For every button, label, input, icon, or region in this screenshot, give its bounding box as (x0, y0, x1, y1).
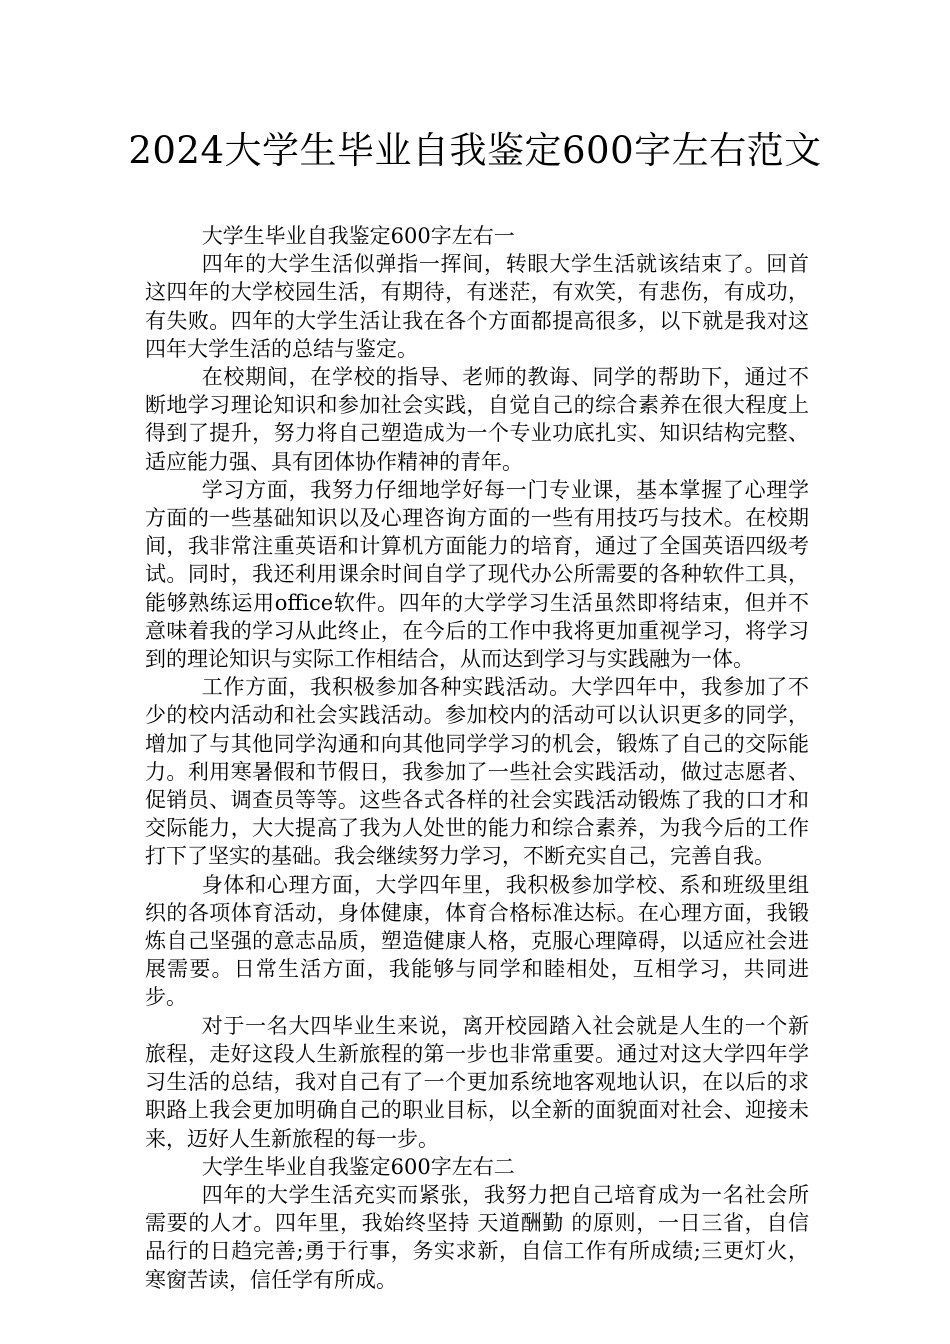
paragraph: 对于一名大四毕业生来说，离开校园踏入社会就是人生的一个新旅程，走好这段人生新旅程的第一步也非常重要。通过对这大学四年学习生活的总结，我对自己有了一个更加系统地客观地认识，在以后的求职路上我会更加明确自己的职业目标，以全新的面貌面对社会、迎接未来，迈好人生新旅程的每一步。 (145, 1013, 809, 1151)
paragraph: 学习方面，我努力仔细地学好每一门专业课，基本掌握了心理学方面的一些基础知识以及心理咨询方面的一些有用技巧与技术。在校期间，我非常注重英语和计算机方面能力的培育，通过了全国英语四级考试。同时，我还利用课余时间自学了现代办公所需要的各种软件工具，能够熟练运用office软件。四年的大学学习生活虽然即将结束，但并不意味着我的学习从此终止，在今后的工作中我将更加重视学习，将学习到的理论知识与实际工作相结合，从而达到学习与实践融为一体。 (145, 477, 809, 672)
paragraph: 在校期间，在学校的指导、老师的教诲、同学的帮助下，通过不断地学习理论知识和参加社会实践，自觉自己的综合素养在很大程度上得到了提升，努力将自己塑造成为一个专业功底扎实、知识结构完整、适应能力强、具有团体协作精神的青年。 (145, 365, 809, 474)
document-body (145, 222, 809, 1294)
paragraph: 身体和心理方面，大学四年里，我积极参加学校、系和班级里组织的各项体育活动，身体健康，体育合格标准达标。在心理方面，我锻炼自己坚强的意志品质，塑造健康人格，克服心理障碍，以适应社会进展需要。日常生活方面，我能够与同学和睦相处，互相学习，共同进步。 (145, 872, 809, 1010)
paragraph: 四年的大学生活似弹指一挥间，转眼大学生活就该结束了。回首这四年的大学校园生活，有期待，有迷茫，有欢笑，有悲伤，有成功，有失败。四年的大学生活让我在各个方面都提高很多，以下就是我对这四年大学生活的总结与鉴定。 (145, 252, 809, 361)
document-title: 2024大学生毕业自我鉴定600字左右范文 (128, 129, 822, 172)
paragraph: 四年的大学生活充实而紧张，我努力把自己培育成为一名社会所需要的人才。四年里，我始终坚持 天道酬勤 的原则，一日三省，自信品行的日趋完善;勇于行事，务实求新，自信工作有所成绩;三更灯火，寒窗苦读，信任学有所成。 (145, 1182, 809, 1292)
section-heading-one: 大学生毕业自我鉴定600字左右一 (201, 224, 515, 248)
paragraph: 工作方面，我积极参加各种实践活动。大学四年中，我参加了不少的校内活动和社会实践活动。参加校内的活动可以认识更多的同学，增加了与其他同学沟通和向其他同学学习的机会，锻炼了自己的交际能力。利用寒暑假和节假日，我参加了一些社会实践活动，做过志愿者、促销员、调查员等等。这些各式各样的社会实践活动锻炼了我的口才和交际能力，大大提高了我为人处世的能力和综合素养，为我今后的工作打下了坚实的基础。我会继续努力学习，不断充实自己，完善自我。 (145, 675, 809, 869)
section-heading-two: 大学生毕业自我鉴定600字左右二 (201, 1154, 515, 1179)
